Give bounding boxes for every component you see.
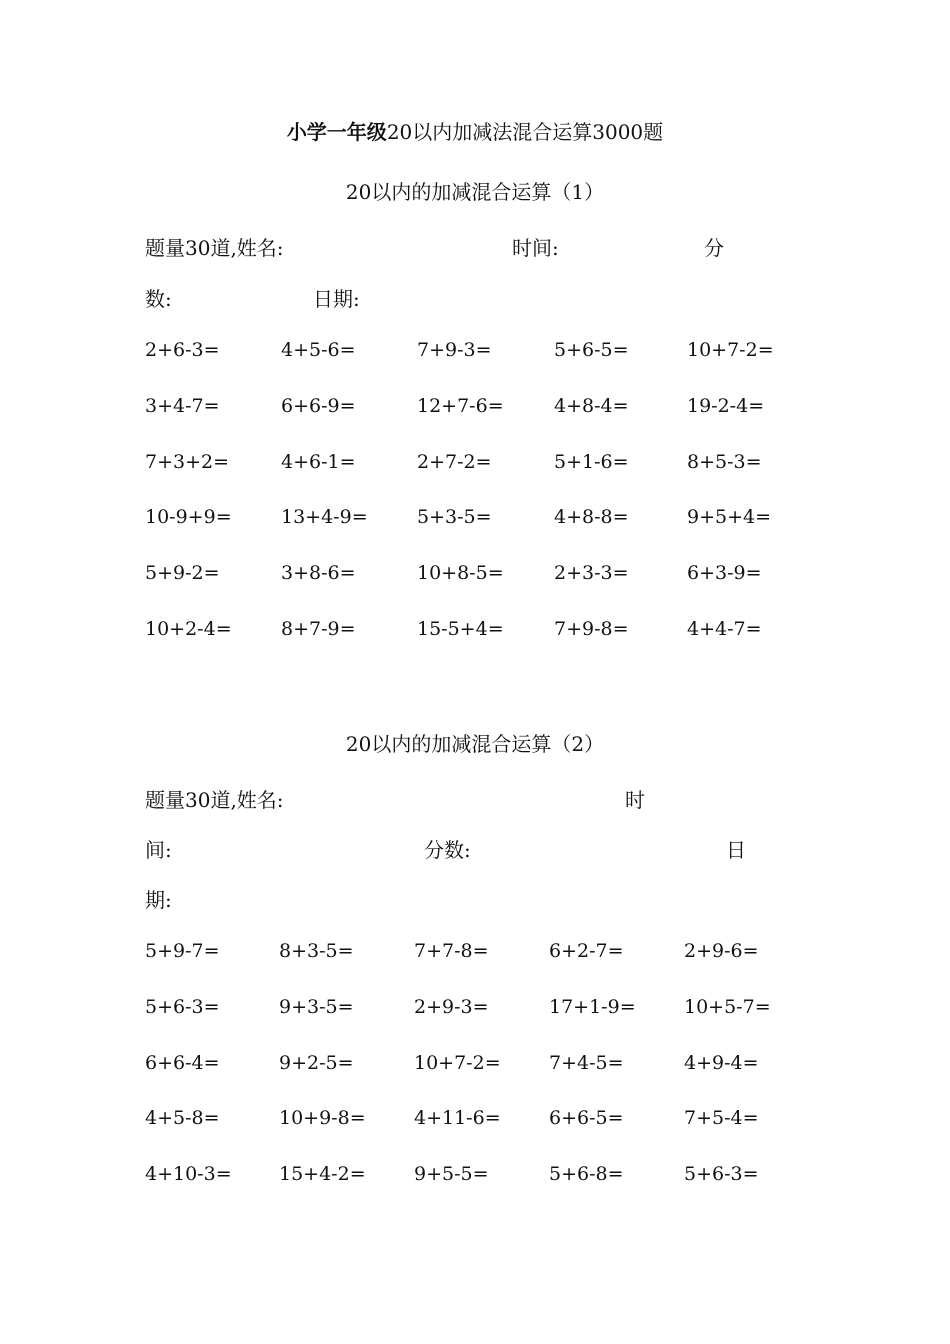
math-problem: 6+3-9=	[687, 562, 762, 585]
section-1-score-label-part2: 数:	[145, 287, 172, 311]
page-title	[0, 116, 950, 145]
math-problem: 4+11-6=	[414, 1107, 501, 1130]
math-problem: 7+3+2=	[145, 450, 230, 473]
math-problem: 2+3-3=	[554, 562, 629, 585]
math-problem: 10+8-5=	[417, 562, 504, 585]
math-problem: 5+3-5=	[417, 506, 492, 529]
math-problem: 9+5-5=	[414, 1163, 489, 1186]
math-problem: 4+4-7=	[687, 618, 762, 640]
math-problem: 6+6-4=	[145, 1051, 220, 1074]
math-problem: 4+6-1=	[281, 450, 356, 473]
math-problem: 5+9-7=	[145, 940, 220, 962]
math-problem: 10+5-7=	[684, 995, 771, 1018]
math-problem: 19-2-4=	[687, 394, 765, 417]
math-problem: 5+9-2=	[145, 562, 220, 585]
section-1-date-label: 日期:	[313, 287, 360, 311]
section-2-score-label: 分数:	[424, 838, 471, 862]
math-problem: 7+9-3=	[417, 339, 492, 361]
math-problem: 2+7-2=	[417, 450, 492, 473]
math-problem: 10-9+9=	[145, 506, 232, 529]
math-problem: 2+9-6=	[684, 940, 759, 962]
math-problem: 15+4-2=	[279, 1163, 366, 1186]
math-problem: 10+2-4=	[145, 618, 232, 640]
math-problem: 10+7-2=	[414, 1051, 501, 1074]
math-problem: 7+9-8=	[554, 618, 629, 640]
page-title-bold: 小学一年级	[286, 120, 387, 144]
math-problem: 5+1-6=	[554, 450, 629, 473]
math-problem: 7+4-5=	[549, 1051, 624, 1074]
math-problem: 7+7-8=	[414, 940, 489, 962]
math-problem: 3+8-6=	[281, 562, 356, 585]
section-1-quantity-name-label: 题量30道,姓名:	[145, 236, 284, 260]
section-1-time-label: 时间:	[512, 236, 559, 260]
page-title-rest: 20以内加减法混合运算3000题	[386, 120, 664, 144]
section-1-score-label-part1: 分	[704, 236, 724, 260]
math-problem: 9+2-5=	[279, 1051, 354, 1074]
math-problem: 2+9-3=	[414, 995, 489, 1018]
section-2-time-label-part2: 间:	[145, 838, 172, 862]
section-2-date-label-part1: 日	[726, 838, 746, 862]
math-problem: 13+4-9=	[281, 506, 368, 529]
math-problem: 4+5-8=	[145, 1107, 220, 1130]
math-problem: 9+3-5=	[279, 995, 354, 1018]
math-problem: 2+6-3=	[145, 339, 220, 361]
math-problem: 10+9-8=	[279, 1107, 366, 1130]
math-problem: 4+8-8=	[554, 506, 629, 529]
math-problem: 4+8-4=	[554, 394, 629, 417]
math-problem: 3+4-7=	[145, 394, 220, 417]
math-problem: 12+7-6=	[417, 394, 504, 417]
math-problem: 17+1-9=	[549, 995, 636, 1018]
math-problem: 6+2-7=	[549, 940, 624, 962]
section-1-heading: 20以内的加减混合运算（1）	[345, 180, 605, 204]
math-problem: 4+5-6=	[281, 339, 356, 361]
math-problem: 8+5-3=	[687, 450, 762, 473]
math-problem: 6+6-5=	[549, 1107, 624, 1130]
math-problem: 7+5-4=	[684, 1107, 759, 1130]
math-problem: 8+7-9=	[281, 618, 356, 640]
math-problem: 6+6-9=	[281, 394, 356, 417]
math-problem: 5+6-8=	[549, 1163, 624, 1186]
math-problem: 4+9-4=	[684, 1051, 759, 1074]
section-2-heading: 20以内的加减混合运算（2）	[345, 732, 605, 756]
math-problem: 5+6-3=	[145, 995, 220, 1018]
math-problem: 9+5+4=	[687, 506, 772, 529]
math-problem: 15-5+4=	[417, 618, 504, 640]
section-2-date-label-part2: 期:	[145, 888, 172, 912]
section-2-time-label-part1: 时	[625, 788, 645, 812]
math-problem: 4+10-3=	[145, 1163, 232, 1186]
math-problem: 5+6-5=	[554, 339, 629, 361]
math-problem: 10+7-2=	[687, 339, 774, 361]
math-problem: 8+3-5=	[279, 940, 354, 962]
section-2-quantity-name-label: 题量30道,姓名:	[145, 788, 284, 812]
math-problem: 5+6-3=	[684, 1163, 759, 1186]
